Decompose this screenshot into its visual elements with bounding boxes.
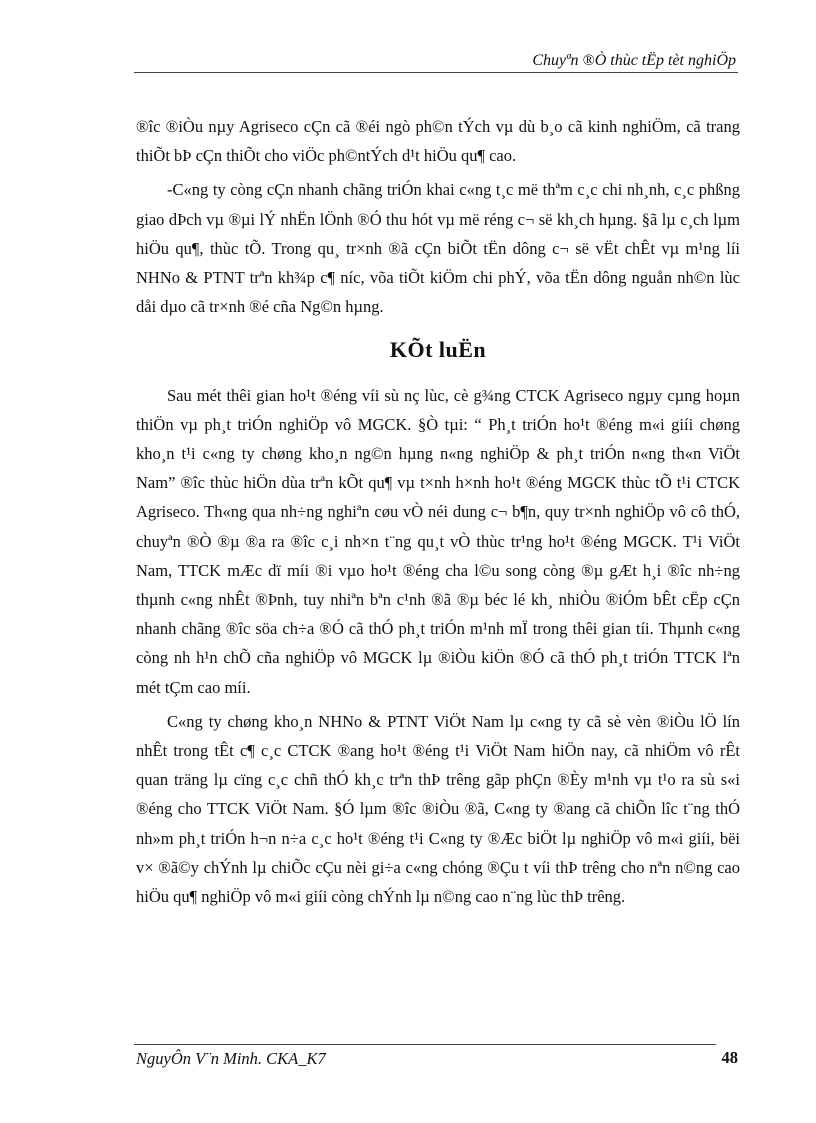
body-paragraph: -C«ng ty còng cÇn nhanh chãng triÓn khai c«ng t¸c më thªm c¸c chi nh¸nh, c¸c phßng giao dÞch vµ ®µi lÝ nhËn lÖnh ®Ó thu hót vµ më réng c¬ së kh¸ch hµng. §ã lµ c¸ch lµm hiÖu qu¶, thùc tÕ. Trong qu¸ tr×nh ®ã cÇn biÕt tËn dông c¬ së vËt chÊt vµ m¹ng líi NHNo & PTNT trªn kh¾p c¶ níc, võa tiÕt kiÖm chi phÝ, võa tËn dông nguån nh©n lùc dåi dµo cã tr×nh ®é cña Ng©n hµng. — [136, 180, 740, 317]
body-paragraph: ®îc ®iÒu nµy Agriseco cÇn cã ®éi ngò ph©n tÝch vµ dù b¸o cã kinh nghiÖm, cã trang thiÕt bÞ cÇn thiÕt cho viÖc ph©ntÝch d¹t hiÖu qu¶ cao. — [136, 117, 740, 166]
page-number: 48 — [721, 1048, 738, 1067]
footer-author: NguyÔn V¨n Minh. CKA_K7 — [136, 1049, 326, 1068]
footer-divider — [134, 1044, 716, 1045]
conclusion-paragraph: C«ng ty chøng kho¸n NHNo & PTNT ViÖt Nam lµ c«ng ty cã sè vèn ®iÒu lÖ lín nhÊt trong tÊt c¶ c¸c CTCK ®ang ho¹t ®éng t¹i ViÖt Nam hiÖn nay, cã nhiÖm vô rÊt quan träng lµ cïng c¸c chñ thÓ kh¸c trªn thÞ trêng gãp phÇn ®Èy m¹nh vµ t¹o ra sù s«i ®éng cho TTCK ViÖt Nam. §Ó lµm ®îc ®iÒu ®ã, C«ng ty ®ang cã chiÕn lîc t¨ng thÓ nh»m ph¸t triÓn h¬n n÷a c¸c ho¹t ®éng t¹i C«ng ty ®Æc biÖt lµ nghiÖp vô m«i giíi, bëi v× ®ã©y chÝnh lµ chiÕc cÇu nèi gi÷a c«ng chóng ®Çu t víi thÞ trêng cho nªn n©ng cao hiÖu qu¶ nghiÖp vô m«i giíi còng chÝnh lµ n©ng cao n¨ng lùc thÞ trêng. — [136, 711, 740, 907]
section-heading: KÕt luËn — [389, 337, 487, 363]
conclusion-paragraph: Sau mét thêi gian ho¹t ®éng víi sù nç lùc, cè g¾ng CTCK Agriseco ngµy cµng hoµn thiÖn vµ ph¸t triÓn nghiÖp vô MGCK. §Ò tµi: “ Ph¸t triÓn ho¹t ®éng m«i giíi chøng kho¸n t¹i c«ng ty chøng kho¸n ng©n hµng n«ng nghiÖp & ph¸t triÓn n«ng th«n ViÖt Nam” ®îc thùc hiÖn dùa trªn kÕt qu¶ vµ t×nh h×nh ho¹t ®éng MGCK thùc tÕ t¹i CTCK Agriseco. Th«ng qua nh÷ng nghiªn cøu vÒ néi dung c¬ b¶n, quy tr×nh nghiÖp vô cô thÓ, chuyªn ®Ò ®µ ®a ra ®îc c¸i nh×n t¨ng qu¸t vÒ thùc tr¹ng ho¹t ®éng MGCK. T¹i ViÖt Nam, TTCK mÆc dï míi ®i vµo ho¹t ®éng cha l©u song còng ®µ gÆt h¸i ®îc nh÷ng thµnh c«ng nhÊt ®Þnh, tuy nhiªn bªn c¹nh ®ã ®µ béc lé kh¸ nhiÒu ®iÓm bÊt cËp cÇn nhanh chãng ®îc söa ch÷a ®Ó cã thÓ ph¸t triÓn m¹nh mÏ trong thêi gian tíi. Thµnh c«ng còng nh h¹n chÕ cña nghiÖp vô MGCK lµ ®iÒu kiÖn ®Ó cã thÓ ph¸t triÓn TTCK lªn mét tÇm cao míi. — [136, 385, 740, 697]
header-divider — [134, 72, 738, 73]
running-header: Chuyªn ®Ò thùc tËp tèt nghiÖp — [532, 52, 736, 69]
page-content — [136, 112, 740, 916]
